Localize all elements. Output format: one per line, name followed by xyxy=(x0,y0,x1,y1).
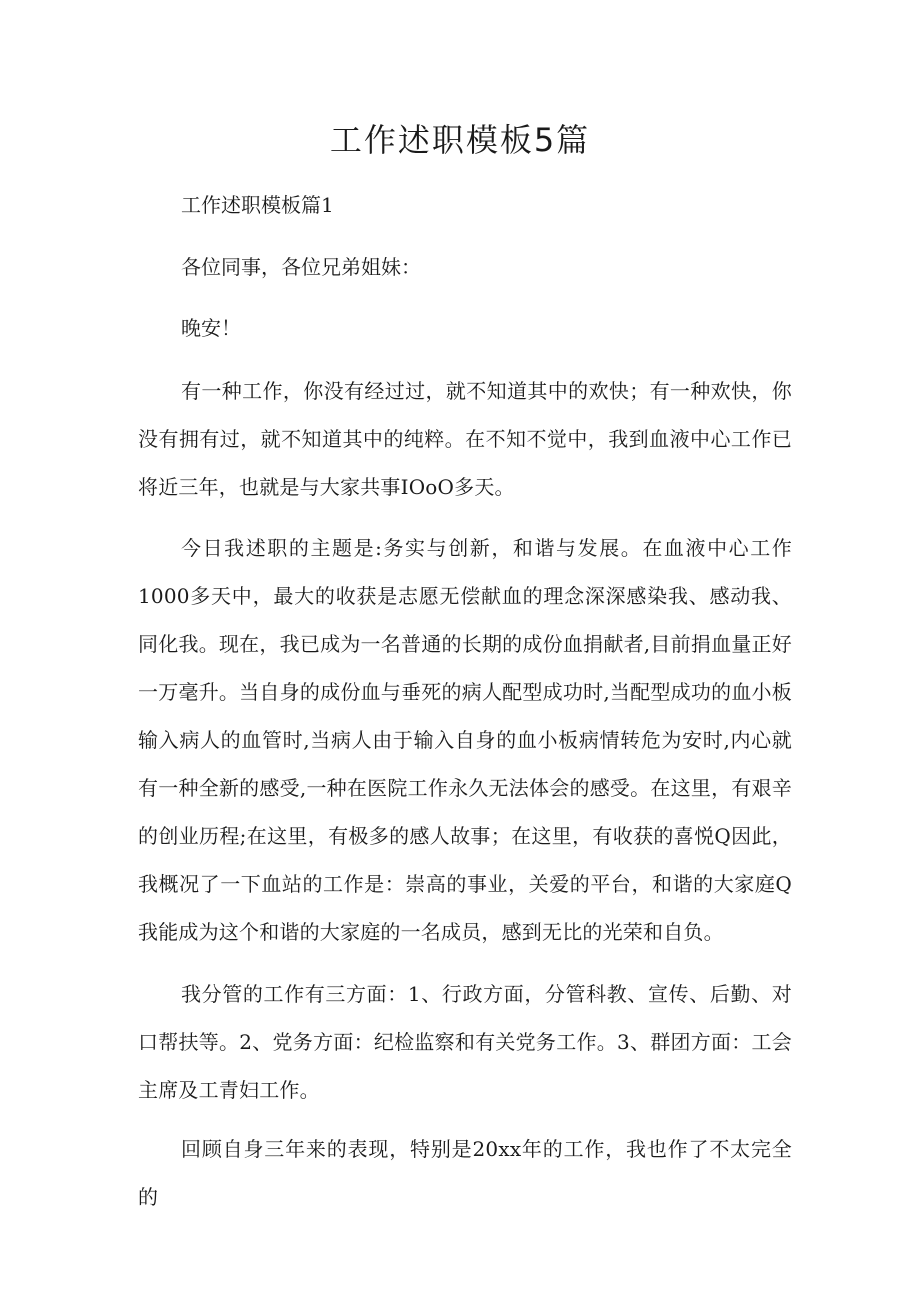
greeting-line: 各位同事，各位兄弟姐妹： xyxy=(181,255,421,279)
body-paragraph: 今日我述职的主题是:务实与创新，和谐与发展。在血液中心工作1000多天中，最大的收获是志愿无偿献血的理念深深感染我、感动我、同化我。现在，我已成为一名普通的长期的成份血捐献者,目前捐血量正好一万毫升。当自身的成份血与垂死的病人配型成功时,当配型成功的血小板输入病人的血管时,当病人由于输入自身的血小板病情转危为安时,内心就有一种全新的感受,一种在医院工作永久无法体会的感受。在这里，有艰辛的创业历程;在这里，有极多的感人故事；在这里，有收获的喜悦Q因此，我概况了一下血站的工作是：崇高的事业，关爱的平台，和谐的大家庭Q我能成为这个和谐的大家庭的一名成员，感到无比的光荣和自负。 xyxy=(138,536,792,944)
body-paragraph: 我分管的工作有三方面：1、行政方面，分管科教、宣传、后勤、对口帮扶等。2、党务方面：纪检监察和有关党务工作。3、群团方面：工会主席及工青妇工作。 xyxy=(138,982,792,1102)
salutation-line: 晚安！ xyxy=(181,316,241,340)
document-title: 工作述职模板5篇 xyxy=(329,121,591,159)
body-paragraph: 回顾自身三年来的表现，特别是20xx年的工作，我也作了不太完全的 xyxy=(138,1137,792,1209)
section-heading: 工作述职模板篇1 xyxy=(181,193,334,217)
body-paragraph: 有一种工作，你没有经过过，就不知道其中的欢快；有一种欢快，你没有拥有过，就不知道其中的纯粹。在不知不觉中，我到血液中心工作已将近三年，也就是与大家共事IOoO多天。 xyxy=(138,379,792,499)
